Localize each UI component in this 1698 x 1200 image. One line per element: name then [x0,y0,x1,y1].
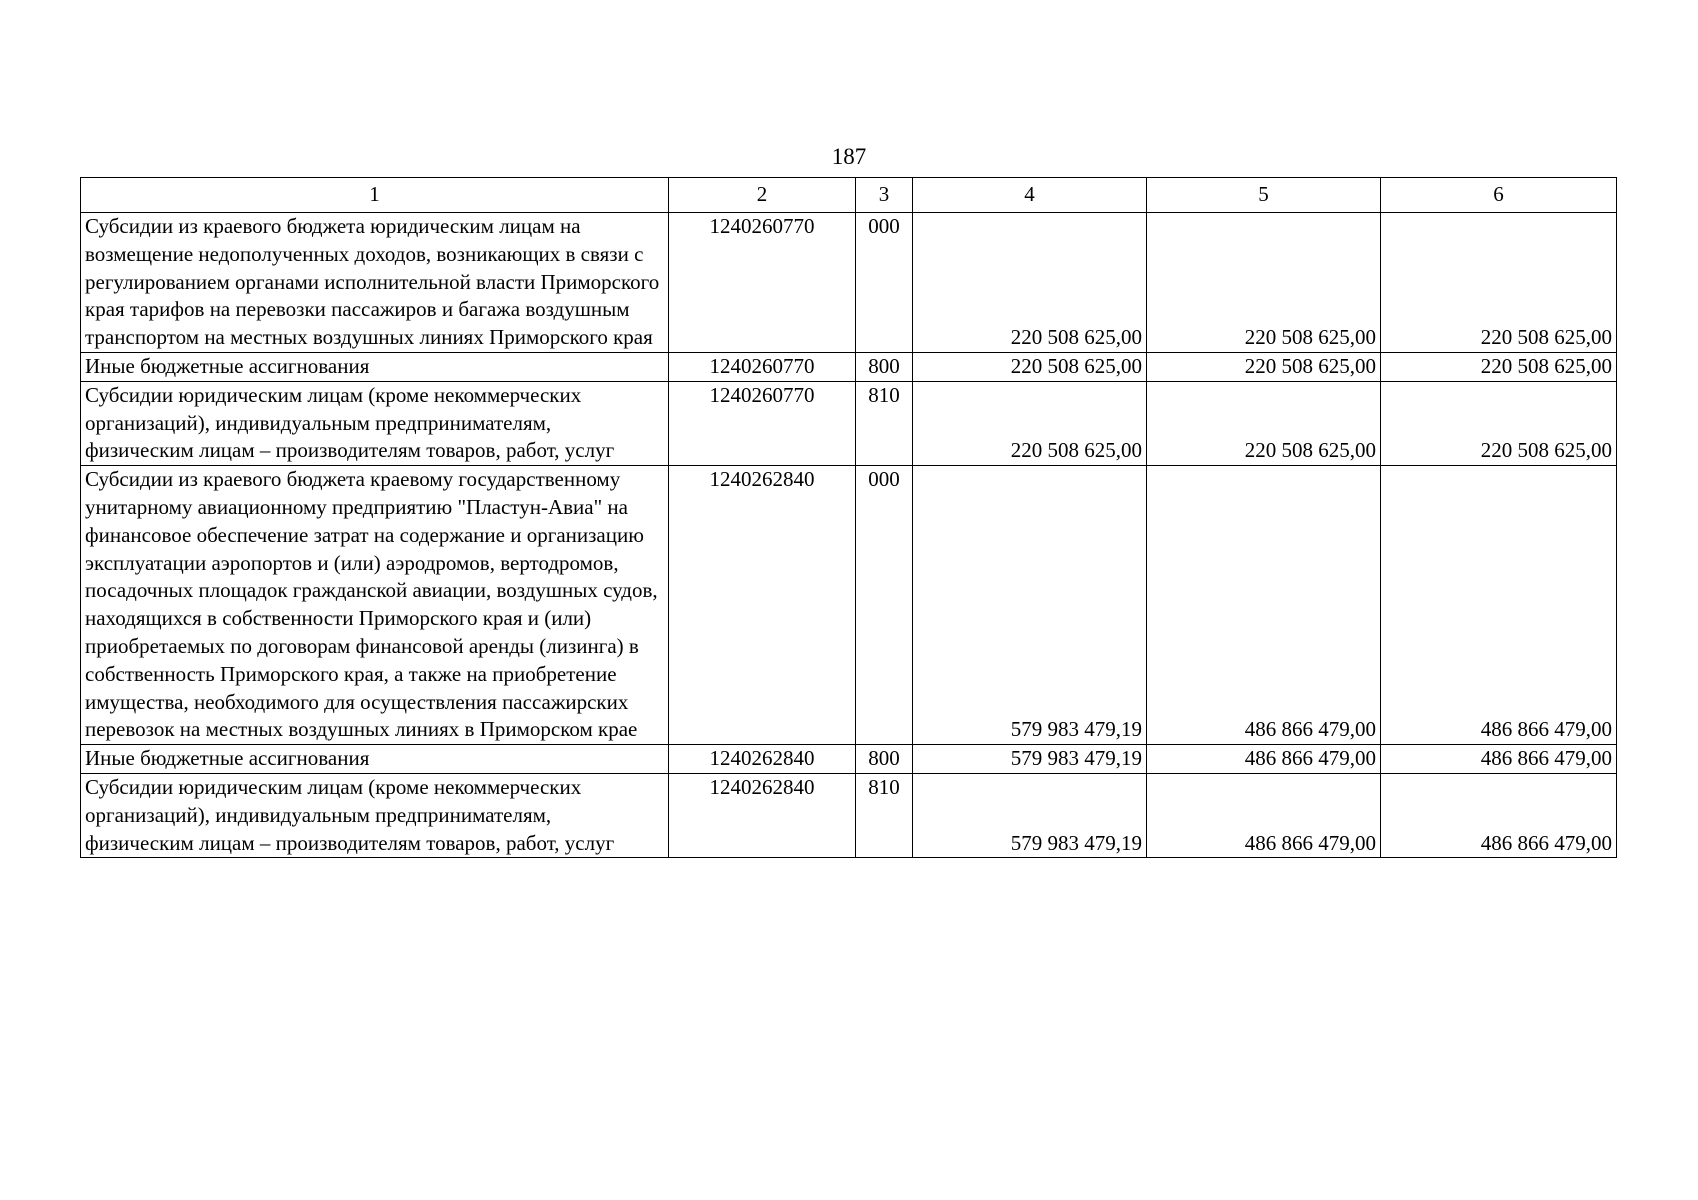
row-amount-2: 486 866 479,00 [1147,745,1381,774]
row-amount-1: 579 983 479,19 [913,466,1147,745]
budget-table [80,177,1617,858]
row-type: 000 [856,466,913,745]
row-code: 1240262840 [669,745,856,774]
row-amount-3: 486 866 479,00 [1381,773,1617,857]
row-name: Иные бюджетные ассигнования [81,352,669,381]
row-code: 1240262840 [669,466,856,745]
row-amount-3: 486 866 479,00 [1381,466,1617,745]
row-amount-1: 579 983 479,19 [913,745,1147,774]
row-type: 800 [856,745,913,774]
row-amount-3: 486 866 479,00 [1381,745,1617,774]
row-code: 1240262840 [669,773,856,857]
row-name: Субсидии юридическим лицам (кроме некоммерческих организаций), индивидуальным предпринимателям, физическим лицам – производителям товаров, работ, услуг [81,381,669,465]
page-number: 187 [831,144,867,169]
row-name: Субсидии юридическим лицам (кроме некоммерческих организаций), индивидуальным предпринимателям, физическим лицам – производителям товаров, работ, услуг [81,773,669,857]
table-row [81,466,1617,745]
table-row [81,352,1617,381]
row-amount-3: 220 508 625,00 [1381,352,1617,381]
column-header: 1 [81,178,669,213]
column-header: 5 [1147,178,1381,213]
row-type: 800 [856,352,913,381]
table-row [81,773,1617,857]
column-header: 6 [1381,178,1617,213]
row-amount-2: 220 508 625,00 [1147,381,1381,465]
table-row [81,745,1617,774]
row-amount-1: 220 508 625,00 [913,381,1147,465]
row-amount-2: 486 866 479,00 [1147,466,1381,745]
row-code: 1240260770 [669,352,856,381]
column-header: 3 [856,178,913,213]
row-name: Субсидии из краевого бюджета юридическим лицам на возмещение недополученных доходов, возникающих в связи с регулированием органами исполнительной власти Приморского края тарифов на перевозки пассажиров и багажа воздушным транспортом на местных воздушных линиях Приморского края [81,213,669,353]
row-amount-3: 220 508 625,00 [1381,213,1617,353]
column-header: 2 [669,178,856,213]
column-header: 4 [913,178,1147,213]
row-name: Иные бюджетные ассигнования [81,745,669,774]
row-amount-2: 486 866 479,00 [1147,773,1381,857]
table-row [81,381,1617,465]
row-code: 1240260770 [669,381,856,465]
row-amount-3: 220 508 625,00 [1381,381,1617,465]
row-type: 810 [856,773,913,857]
row-name: Субсидии из краевого бюджета краевому государственному унитарному авиационному предприятию "Пластун-Авиа" на финансовое обеспечение затрат на содержание и организацию эксплуатации аэропортов и (или) аэродромов, вертодромов, посадочных площадок гражданской авиации, воздушных судов, находящихся в собственности Приморского края и (или) приобретаемых по договорам финансовой аренды (лизинга) в собственность Приморского края, а также на приобретение имущества, необходимого для осуществления пассажирских перевозок на местных воздушных линиях в Приморском крае [81,466,669,745]
row-amount-2: 220 508 625,00 [1147,352,1381,381]
row-amount-1: 579 983 479,19 [913,773,1147,857]
row-amount-2: 220 508 625,00 [1147,213,1381,353]
table-row [81,213,1617,353]
row-amount-1: 220 508 625,00 [913,213,1147,353]
table-header-row [81,178,1617,213]
row-code: 1240260770 [669,213,856,353]
row-type: 000 [856,213,913,353]
row-amount-1: 220 508 625,00 [913,352,1147,381]
row-type: 810 [856,381,913,465]
